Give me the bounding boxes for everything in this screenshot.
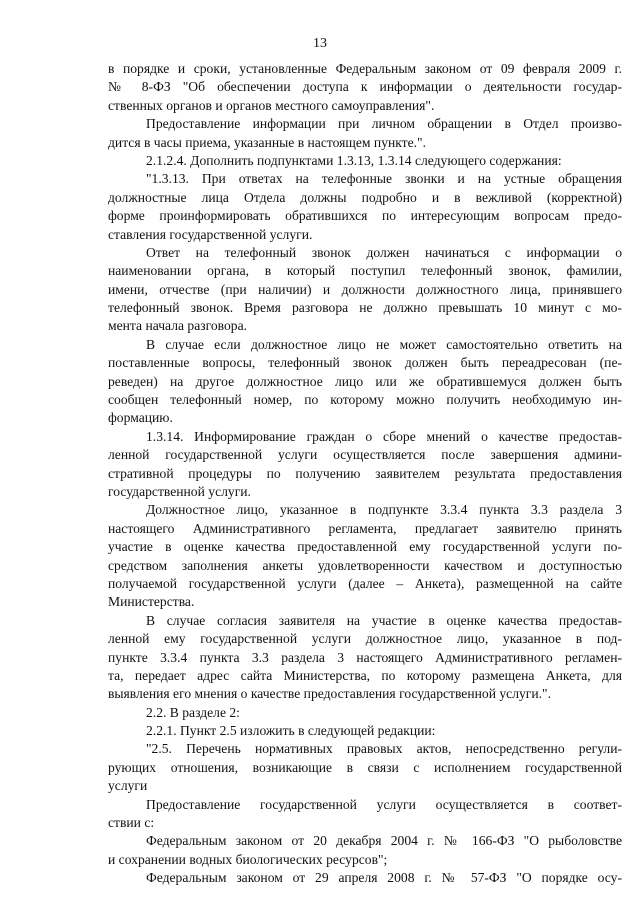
text-line: настоящего Административного регламента, предлагает заявителю принять	[108, 520, 622, 536]
text-line: Федеральным законом от 29 апреля 2008 г. № 57-ФЗ "О порядке осу-	[146, 870, 622, 886]
text-line: ленной государственной услуги осуществляется после завершения админи-	[108, 447, 622, 463]
text-line: Федеральным законом от 20 декабря 2004 г. № 166-ФЗ "О рыболовстве	[146, 833, 622, 849]
text-line: рующих отношения, возникающие в связи с исполнением государственной	[108, 759, 622, 775]
text-line: наименовании органа, в который поступил телефонный звонок, фамилии,	[108, 263, 622, 279]
text-line: и сохранении водных биологических ресурсов";	[108, 851, 388, 867]
text-line: должностные лица Отдела должны подробно и в вежливой (корректной)	[108, 189, 622, 205]
text-line: Ответ на телефонный звонок должен начинаться с информации о	[146, 244, 622, 260]
text-line: № 8-ФЗ "Об обеспечении доступа к информации о деятельности государ-	[108, 79, 622, 95]
text-line: "1.3.13. При ответах на телефонные звонки и на устные обращения	[146, 171, 622, 187]
text-line: ственных органов и органов местного самоуправления".	[108, 97, 435, 113]
text-line: участие в оценке качества предоставленной ему государственной услуги по-	[108, 539, 622, 555]
text-line: в порядке и сроки, установленные Федеральным законом от 09 февраля 2009 г.	[108, 61, 622, 76]
document-body	[108, 60, 622, 888]
text-line: услуги	[108, 778, 148, 794]
text-line: поставленные вопросы, телефонный звонок должен быть переадресован (пе-	[108, 355, 622, 371]
text-line: средством заполнения анкеты удовлетворенности качеством и доступностью	[108, 557, 622, 573]
text-line: 2.2.1. Пункт 2.5 изложить в следующей редакции:	[146, 723, 436, 739]
text-line: 1.3.14. Информирование граждан о сборе мнений о качестве предостав-	[146, 428, 622, 444]
text-line: Министерства.	[108, 594, 195, 610]
text-line: дится в часы приема, указанные в настоящем пункте.".	[108, 134, 427, 150]
text-line: имени, отчестве (при наличии) и должности должностного лица, принявшего	[108, 281, 622, 297]
text-line: стративной процедуры по получению заявителем результата предоставления	[108, 465, 622, 481]
text-line: формацию.	[108, 410, 173, 426]
text-line: мента начала разговора.	[108, 318, 248, 334]
text-line: 2.1.2.4. Дополнить подпунктами 1.3.13, 1.3.14 следующего содержания:	[146, 152, 562, 168]
text-line: Предоставление информации при личном обращении в Отдел произво-	[146, 116, 622, 132]
text-line: форме проинформировать обратившихся по интересующим вопросам предо-	[108, 208, 622, 224]
text-line: реведен) на другое должностное лицо или же обратившемуся должен быть	[108, 373, 622, 389]
text-line: пункте 3.3.4 пункта 3.3 раздела 3 настоящего Административного регламен-	[108, 649, 622, 665]
text-line: ленной ему государственной услуги должностное лицо, указанное в под-	[108, 631, 622, 647]
text-line: сообщен телефонный номер, по которому можно получить необходимую ин-	[108, 392, 622, 408]
text-line: В случае согласия заявителя на участие в оценке качества предостав-	[146, 612, 622, 628]
text-line: получаемой государственной услуги (далее – Анкета), размещенной на сайте	[108, 575, 622, 591]
text-line: телефонный звонок. Время разговора не должно превышать 10 минут с мо-	[108, 300, 622, 316]
text-line: ставления государственной услуги.	[108, 226, 313, 242]
text-line: В случае если должностное лицо не может самостоятельно ответить на	[146, 336, 622, 352]
text-line: Предоставление государственной услуги осуществляется в соответ-	[146, 796, 622, 812]
text-line: Должностное лицо, указанное в подпункте 3.3.4 пункта 3.3 раздела 3	[146, 502, 622, 518]
text-line: ствии с:	[108, 815, 155, 831]
text-line: "2.5. Перечень нормативных правовых актов, непосредственно регули-	[146, 741, 622, 757]
text-line: выявления его мнения о качестве предоставления государственной услуги.".	[108, 686, 551, 702]
text-line: государственной услуги.	[108, 483, 251, 499]
page-number: 13	[313, 36, 327, 51]
text-line: та, передает адрес сайта Министерства, по которому размещена Анкета, для	[108, 667, 622, 683]
text-line: 2.2. В разделе 2:	[146, 704, 240, 720]
